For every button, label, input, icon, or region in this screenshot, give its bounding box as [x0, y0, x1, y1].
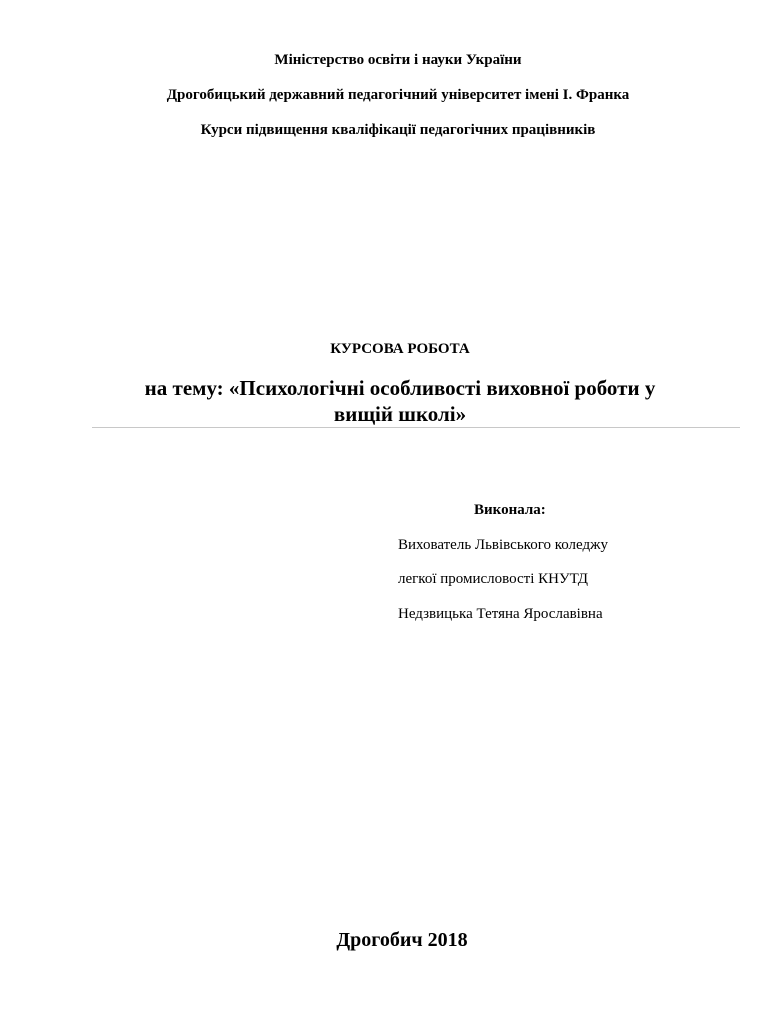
- author-position: Вихователь Львівського коледжу: [398, 537, 608, 553]
- topic-line-2: вищій школі»: [333, 402, 467, 426]
- city-year: Дрогобич 2018: [336, 929, 468, 951]
- university-heading: Дрогобицький державний педагогічний університет імені І. Франка: [166, 87, 630, 103]
- document-type-title: КУРСОВА РОБОТА: [330, 341, 470, 357]
- author-label: Виконала:: [474, 502, 546, 518]
- title-divider: [92, 427, 740, 428]
- ministry-heading: Міністерство освіти і науки України: [274, 52, 522, 68]
- topic-line-1: на тему: «Психологічні особливості виховної роботи у: [144, 376, 656, 400]
- author-institution: легкої промисловості КНУТД: [398, 571, 589, 587]
- courses-heading: Курси підвищення кваліфікації педагогічних працівників: [200, 122, 596, 138]
- author-name: Недзвицька Тетяна Ярославівна: [398, 606, 603, 622]
